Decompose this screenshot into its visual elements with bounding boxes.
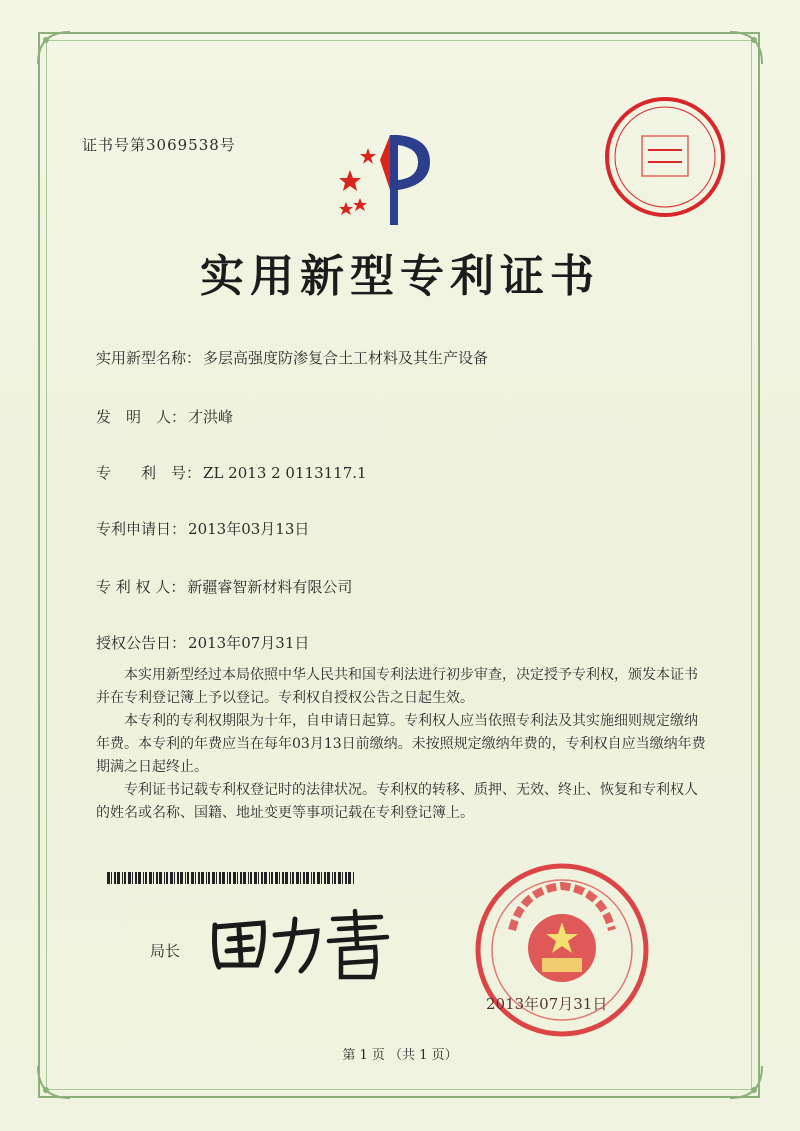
barcode-bar [282,872,284,884]
barcode-bar [233,872,236,884]
barcode-bar [135,872,137,884]
barcode-bar [177,872,179,884]
corner-ornament-top-left [34,28,74,68]
barcode-bar [124,872,126,884]
barcode-bar [180,872,183,884]
field-label: 专 利 权 人 [96,578,171,596]
field-value: 2013年07月31日 [188,634,310,652]
field-value: ZL 2013 2 0113117.1 [203,464,367,482]
barcode-bar [240,872,242,884]
field-value: 新疆睿智新材料有限公司 [187,578,353,596]
barcode-bar [117,872,120,884]
certificate-number: 证书号第3069538号 [82,136,236,154]
barcode-bar [145,872,147,884]
barcode-bar [195,872,196,884]
field-label: 专利申请日 [96,520,172,538]
seal-date: 2013年07月31日 [486,995,608,1013]
page-number: 第 1 页 （共 1 页） [342,1048,458,1063]
barcode-bar [261,872,263,884]
barcode-bar [132,872,133,884]
barcode-bar [201,872,204,884]
barcode-bar [254,872,257,884]
barcode-bar [138,872,141,884]
field-value: 才洪峰 [188,408,234,426]
certificate-body [96,664,706,825]
barcode-bar [300,872,301,884]
barcode-bar [248,872,249,884]
body-paragraph: 本实用新型经过本局依照中华人民共和国专利法进行初步审查，决定授予专利权，颁发本证书并在专利登记簿上予以登记。专利权自授权公告之日起生效。 [96,667,698,706]
barcode-bar [243,872,246,884]
barcode-bar [342,872,343,884]
field-label: 专 利 号 [96,464,187,482]
barcode-bar [317,872,320,884]
barcode-bar [216,872,217,884]
barcode-bar [149,872,152,884]
barcode-bar [153,872,154,884]
barcode-bar [185,872,186,884]
barcode-bar [166,872,168,884]
barcode-bar [174,872,175,884]
barcode-bar [143,872,144,884]
barcode-bar [313,872,315,884]
barcode-bar [324,872,326,884]
director-label: 局长 [150,942,181,960]
field-label: 授权公告日 [96,634,172,652]
certificate-title: 实用新型专利证书 [200,251,600,302]
corner-ornament-bottom-left [34,1062,74,1102]
barcode-bar [303,872,305,884]
field-value: 2013年03月13日 [188,520,310,538]
field-label: 实用新型名称 [96,349,187,367]
director-signature [205,905,395,985]
barcode-bar [271,872,273,884]
barcode-bar [222,872,225,884]
barcode-bar [327,872,330,884]
body-paragraph: 专利证书记载专利权登记时的法律状况。专利权的转移、质押、无效、终止、恢复和专利权人的姓名或名称、国籍、地址变更等事项记载在专利登记簿上。 [96,782,698,821]
barcode-bar [107,872,110,884]
barcode-bar [250,872,252,884]
barcode-bar [111,872,112,884]
field-patentee: 专 利 权 人： 新疆睿智新材料有限公司 [96,578,353,596]
barcode-bar [275,872,278,884]
barcode-bar [334,872,336,884]
field-value: 多层高强度防渗复合土工材料及其生产设备 [203,349,489,367]
barcode-bar [338,872,341,884]
patent-office-emblem-icon [330,130,440,230]
barcode-bar [187,872,189,884]
barcode-bar [306,872,309,884]
barcode-bar [212,872,215,884]
field-inventor: 发 明 人： 才洪峰 [96,408,234,426]
barcode [107,872,357,884]
field-filing-date: 专利申请日： 2013年03月13日 [96,520,310,538]
field-patent-number: 专 利 号： ZL 2013 2 0113117.1 [96,464,367,482]
barcode-bar [311,872,312,884]
barcode-bar [237,872,238,884]
barcode-bar [348,872,351,884]
barcode-bar [285,872,288,884]
barcode-bar [114,872,116,884]
barcode-bar [353,872,354,884]
barcode-bar [296,872,299,884]
barcode-bar [208,872,210,884]
field-grant-date: 授权公告日： 2013年07月31日 [96,634,310,652]
barcode-bar [290,872,291,884]
barcode-bar [164,872,165,884]
barcode-bar [191,872,194,884]
field-utility-model-name: 实用新型名称： 多层高强度防渗复合土工材料及其生产设备 [96,349,489,367]
barcode-bar [258,872,259,884]
barcode-bar [170,872,173,884]
field-label: 发 明 人 [96,408,172,426]
barcode-bar [219,872,221,884]
barcode-bar [279,872,280,884]
body-paragraph: 本专利的专利权期限为十年，自申请日起算。专利权人应当依照专利法及其实施细则规定缴纳年费。本专利的年费应当在每年03月13日前缴纳。未按照规定缴纳年费的，专利权自应当缴纳年费期满之日起终止。 [96,713,706,775]
barcode-bar [269,872,270,884]
barcode-bar [345,872,347,884]
barcode-bar [198,872,200,884]
corner-ornament-bottom-right [726,1062,766,1102]
barcode-bar [128,872,131,884]
barcode-bar [122,872,123,884]
barcode-bar [332,872,333,884]
barcode-bar [159,872,162,884]
barcode-bar [264,872,267,884]
barcode-bar [206,872,207,884]
barcode-bar [321,872,322,884]
barcode-bar [156,872,158,884]
corner-ornament-top-right [726,28,766,68]
barcode-bar [292,872,294,884]
tax-stamp-seal [600,92,730,222]
barcode-bar [227,872,228,884]
barcode-bar [229,872,231,884]
